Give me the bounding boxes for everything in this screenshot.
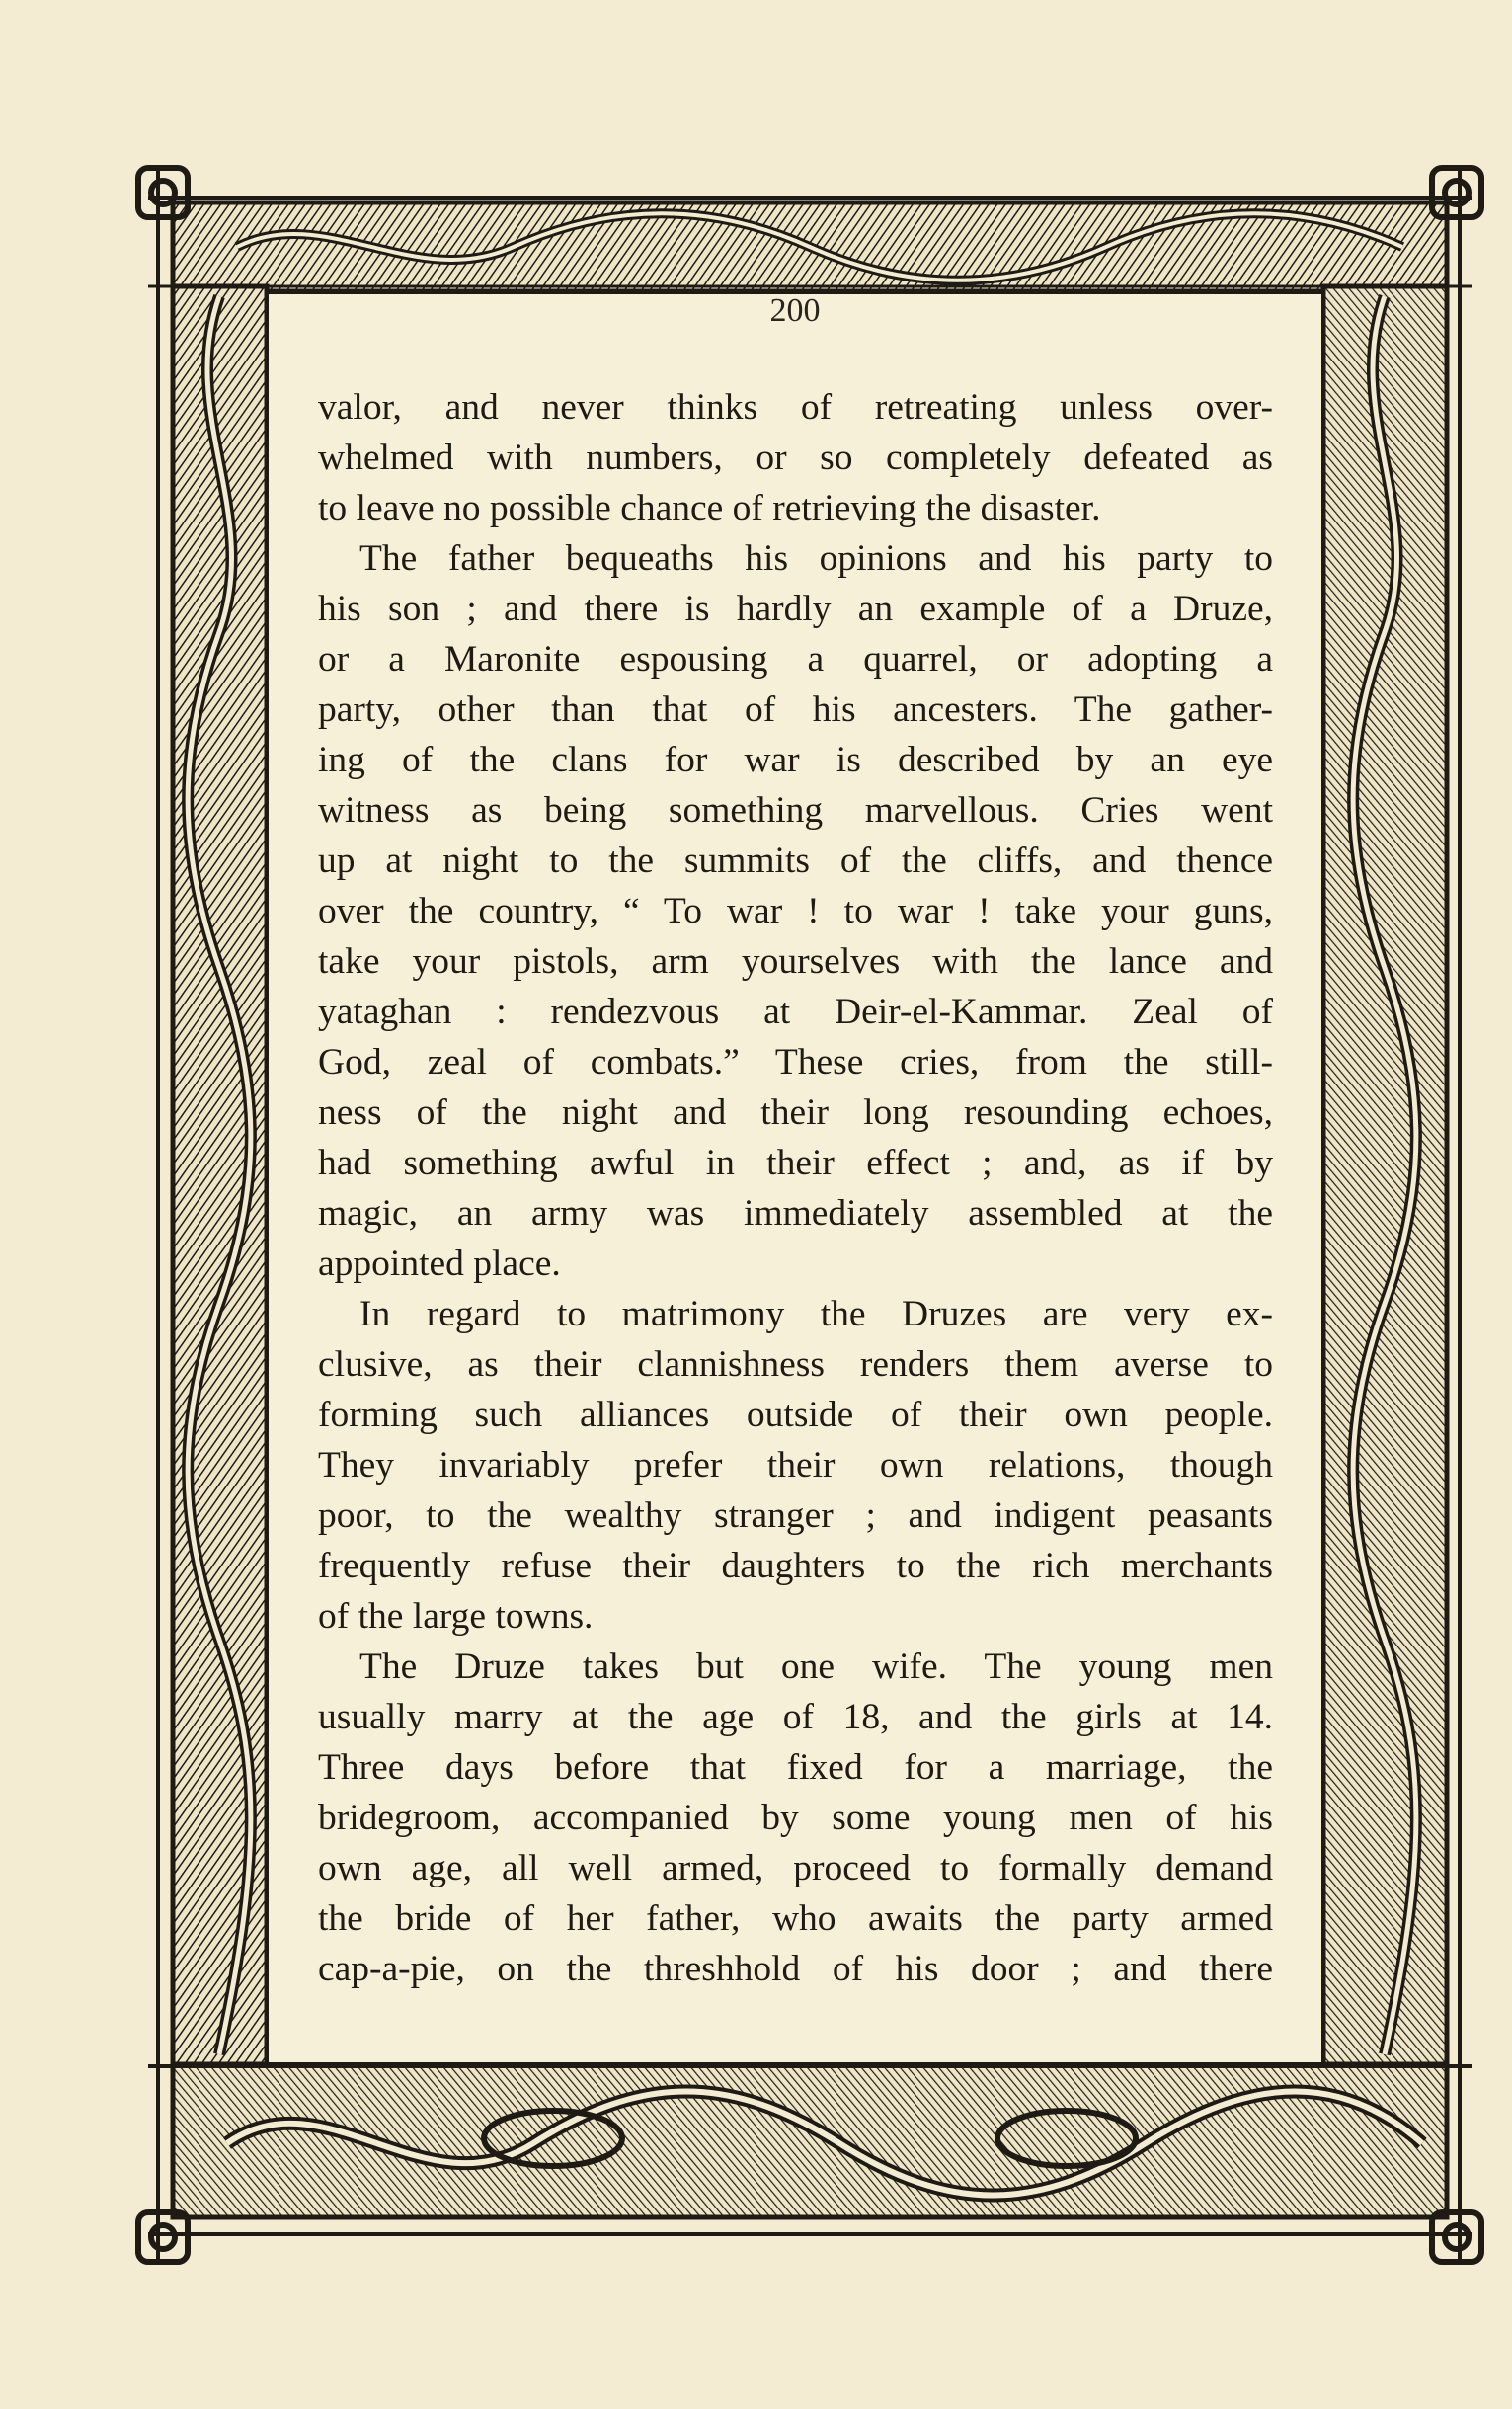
text-line: take your pistols, arm yourselves with the lance and — [318, 941, 1273, 982]
text-line: The Druze takes but one wife. The young men — [359, 1646, 1273, 1687]
text-line: valor, and never thinks of retreating unless over- — [318, 387, 1273, 428]
border-bottom — [148, 2064, 1472, 2234]
text-line: forming such alliances outside of their own people. — [318, 1395, 1273, 1435]
text-line: usually marry at the age of 18, and the girls at 14. — [318, 1697, 1273, 1737]
text-line: Three days before that fixed for a marriage, the — [318, 1747, 1273, 1788]
text-line: of the large towns. — [318, 1596, 594, 1637]
border-right — [1323, 168, 1460, 2262]
text-line: had something awful in their effect ; and, as if by — [318, 1143, 1273, 1183]
text-line: witness as being something marvellous. Cries went — [318, 790, 1273, 831]
text-line: up at night to the summits of the cliffs, and thence — [318, 841, 1273, 881]
text-line: frequently refuse their daughters to the rich merchants — [318, 1546, 1273, 1586]
text-line: to leave no possible chance of retrieving the disaster. — [318, 488, 1101, 528]
border-top — [148, 198, 1472, 291]
text-line: poor, to the wealthy stranger ; and indigent peasants — [318, 1495, 1273, 1536]
text-line: over the country, “ To war ! to war ! take your guns, — [318, 891, 1273, 931]
text-line: party, other than that of his ancesters. The gather- — [318, 689, 1273, 730]
body-text — [318, 382, 1273, 1994]
text-line: clusive, as their clannishness renders them averse to — [318, 1344, 1273, 1385]
text-line: appointed place. — [318, 1244, 561, 1284]
text-line: his son ; and there is hardly an example of a Druze, — [318, 589, 1273, 629]
text-line: magic, an army was immediately assembled at the — [318, 1193, 1273, 1234]
text-line: ness of the night and their long resounding echoes, — [318, 1092, 1273, 1133]
text-line: ing of the clans for war is described by an eye — [318, 740, 1273, 780]
text-line: yataghan : rendezvous at Deir-el-Kammar. Zeal of — [318, 992, 1273, 1032]
text-line: God, zeal of combats.” These cries, from the still- — [318, 1042, 1273, 1083]
text-line: In regard to matrimony the Druzes are very ex- — [359, 1294, 1273, 1334]
border-left — [158, 168, 267, 2262]
text-line: The father bequeaths his opinions and his party to — [359, 538, 1273, 579]
text-line: whelmed with numbers, or so completely defeated as — [318, 438, 1273, 478]
text-line: bridegroom, accompanied by some young men of his — [318, 1798, 1273, 1838]
text-line: cap-a-pie, on the threshhold of his door ; and there — [318, 1949, 1273, 1989]
text-line: or a Maronite espousing a quarrel, or adopting a — [318, 639, 1273, 680]
text-line: own age, all well armed, proceed to formally demand — [318, 1848, 1273, 1888]
page-number: 200 — [769, 292, 821, 329]
text-line: the bride of her father, who awaits the party armed — [318, 1898, 1273, 1939]
text-line: They invariably prefer their own relations, though — [318, 1445, 1273, 1486]
